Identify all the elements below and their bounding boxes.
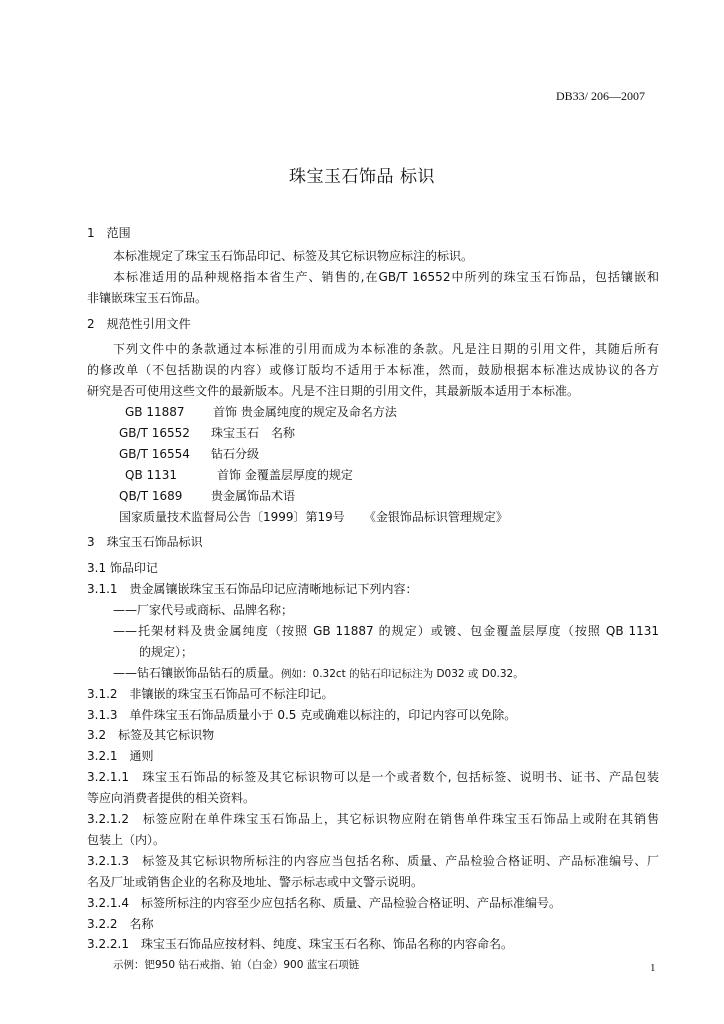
clause-3-2-1-3-line-1: 3.2.1.3 标签及其它标识物所标注的内容应当包括名称、质量、产品检验合格证明、产品标准编号、厂 — [87, 853, 659, 868]
clause-3-2-1-1-line-2: 等应向消费者提供的相关资料。 — [87, 791, 256, 806]
section-2-paragraph-line-1: 下列文件中的条款通过本标准的引用而成为本标准的条款。凡是注日期的引用文件，其随后所有 — [113, 342, 659, 357]
clause-3-2: 3.2 标签及其它标识物 — [87, 728, 215, 743]
clause-3-1: 3.1 饰品印记 — [87, 561, 158, 576]
reference-title: 《金银饰品标识管理规定》 — [363, 509, 508, 524]
clause-3-2-1-2-line-2: 包装上（内）。 — [87, 832, 166, 847]
clause-3-1-2: 3.1.2 非镶嵌的珠宝玉石饰品可不标注印记。 — [87, 686, 334, 701]
reference-code: QB 1131 — [125, 467, 178, 482]
reference-item — [87, 486, 659, 507]
clause-3-2-1-1-line-1: 3.2.1.1 珠宝玉石饰品的标签及其它标识物可以是一个或者数个, 包括标签、说明书、证书、产品包装 — [87, 770, 659, 785]
clause-3-2-2: 3.2.2 名称 — [87, 916, 154, 931]
reference-code: GB 11887 — [125, 405, 185, 420]
reference-title: 首饰 贵金属纯度的规定及命名方法 — [213, 405, 397, 420]
reference-title: 首饰 金覆盖层厚度的规定 — [217, 467, 353, 482]
page-number: 1 — [650, 962, 656, 974]
section-2-paragraph-line-2: 的修改单（不包括勘误的内容）或修订版均不适用于本标准，然而，鼓励根据本标准达成协议的各方 — [87, 363, 659, 378]
clause-3-1-1: 3.1.1 贵金属镶嵌珠宝玉石饰品印记应清晰地标记下列内容： — [87, 582, 418, 597]
reference-code: GB/T 16552 — [119, 426, 190, 441]
reference-item — [87, 402, 659, 423]
document-body — [87, 223, 659, 976]
clause-3-2-2-1-example: 示例：钯950 钻石戒指、铂（白金）900 蓝宝石项链 — [113, 959, 360, 972]
section-2-paragraph-line-3: 研究是否可使用这些文件的最新版本。凡是不注日期的引用文件，其最新版本适用于本标准。 — [87, 384, 580, 399]
reference-item — [87, 507, 659, 528]
reference-title: 珠宝玉石 名称 — [211, 426, 296, 441]
clause-3-1-3: 3.1.3 单件珠宝玉石饰品质量小于 0.5 克或确难以标注的，印记内容可以免除。 — [87, 707, 517, 722]
clause-3-2-1-3-line-2: 名及厂址或销售企业的名称及地址、警示标志或中文警示说明。 — [87, 874, 424, 889]
reference-item — [87, 423, 659, 444]
reference-title: 贵金属饰品术语 — [211, 488, 296, 503]
clause-3-2-2-1: 3.2.2.1 珠宝玉石饰品应按材料、纯度、珠宝玉石名称、饰品名称的内容命名。 — [87, 937, 513, 952]
item-c-text: ——钻石镶嵌饰品钻石的质量。 — [113, 665, 282, 680]
section-1-paragraph-2-line-1: 本标准适用的品种规格指本省生产、销售的,在GB/T 16552中所列的珠宝玉石饰品，包括镶嵌和 — [113, 269, 659, 284]
section-1-paragraph-1: 本标准规定了珠宝玉石饰品印记、标签及其它标识物应标注的标识。 — [113, 248, 474, 263]
section-2-heading: 2 规范性引用文件 — [87, 316, 191, 331]
section-1-heading: 1 范围 — [87, 226, 131, 240]
item-c-example: 例如：0.32ct 的钻石印记标注为 D032 或 D0.32。 — [281, 667, 524, 680]
reference-item — [87, 465, 659, 486]
clause-3-1-1-item-b-line-1: ——托架材料及贵金属纯度（按照 GB 11887 的规定）或镀、包金覆盖层厚度（按照 QB 1131 — [113, 624, 659, 639]
reference-code: 国家质量技术监督局公告〔1999〕第19号 — [119, 509, 345, 524]
clause-3-1-1-item-a: ——厂家代号或商标、品牌名称； — [113, 603, 294, 618]
clause-3-2-1-2-line-1: 3.2.1.2 标签应附在单件珠宝玉石饰品上，其它标识物应附在销售单件珠宝玉石饰品上或附在其销售 — [87, 812, 659, 827]
clause-3-1-1-item-c — [87, 663, 659, 684]
clause-3-1-1-item-b-line-2: 的规定）； — [139, 644, 194, 659]
reference-code: GB/T 16554 — [119, 446, 190, 461]
reference-code: QB/T 1689 — [119, 488, 183, 503]
clause-3-2-1-4: 3.2.1.4 标签所标注的内容至少应包括名称、质量、产品检验合格证明、产品标准编号。 — [87, 895, 561, 910]
reference-item — [87, 444, 659, 465]
clause-3-2-1: 3.2.1 通则 — [87, 749, 154, 764]
section-3-heading: 3 珠宝玉石饰品标识 — [87, 535, 203, 550]
document-code: DB33/ 206—2007 — [556, 89, 646, 103]
page-title: 珠宝玉石饰品 标识 — [289, 167, 435, 187]
reference-title: 钻石分级 — [211, 446, 260, 461]
section-1-paragraph-2-line-2: 非镶嵌珠宝玉石饰品。 — [87, 290, 208, 305]
